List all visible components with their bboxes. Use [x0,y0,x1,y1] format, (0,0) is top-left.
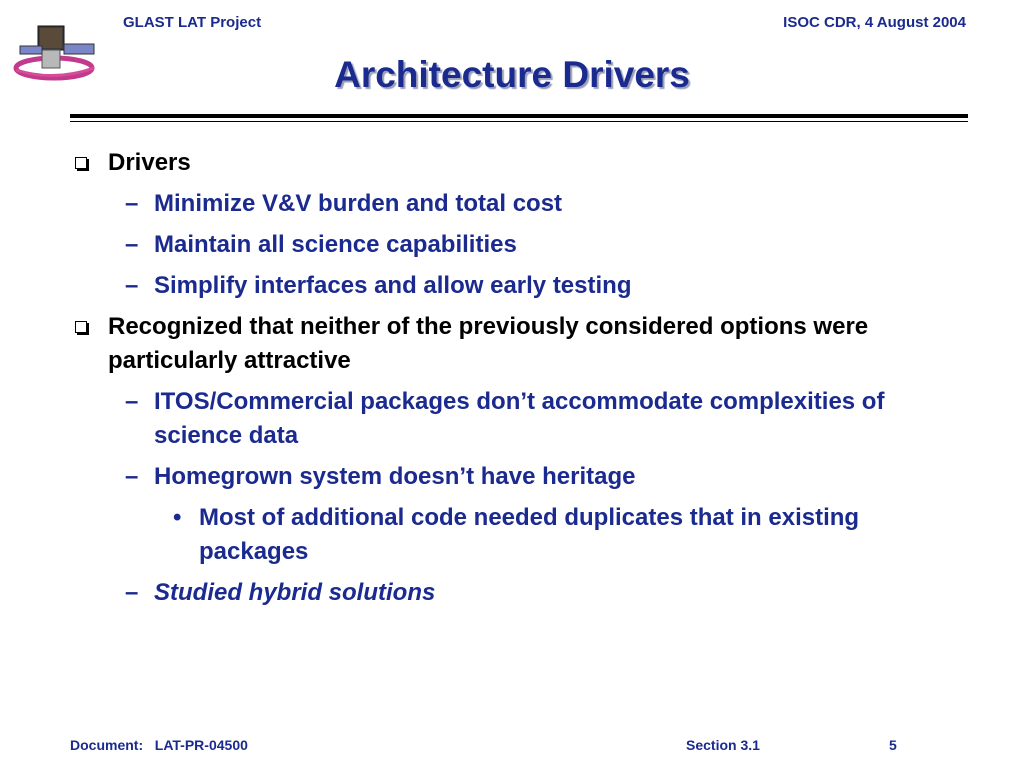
dash-bullet: – [125,579,139,606]
dash-bullet: – [125,388,139,415]
dash-bullet: – [125,190,139,217]
sub-bullet [70,228,970,262]
sub-bullet [70,187,970,221]
footer-section: Section 3.1 [686,737,760,753]
bullet-text: Drivers [108,149,191,176]
sub-bullet-text: ITOS/Commercial packages don’t accommodate complexities of science data [154,388,885,449]
sub-bullet-text: Simplify interfaces and allow early testing [154,272,632,299]
header-event-date: ISOC CDR, 4 August 2004 [783,14,966,31]
checkbox-bullet-icon [75,157,87,169]
header-project: GLAST LAT Project [123,14,262,31]
slide-title: Architecture Drivers [334,54,690,95]
dash-bullet: – [125,463,139,490]
sub-bullet [70,576,970,610]
footer-document-id: Document: LAT-PR-04500 [70,737,248,753]
sub-bullet-text-italic: Studied hybrid solutions [154,579,436,606]
sub-bullet-text: Maintain all science capabilities [154,231,517,258]
footer-page-number: 5 [889,737,897,753]
sub-bullet [70,385,970,453]
bullet-recognized [70,310,970,378]
sub-bullet [70,460,970,494]
title-divider-thin [70,121,968,122]
bullet-drivers [70,146,970,180]
bullet-text: Recognized that neither of the previously considered options were particularly attractive [108,313,869,374]
sub-sub-bullet [70,501,970,569]
sub-sub-bullet-text: Most of additional code needed duplicates that in existing packages [199,504,860,565]
checkbox-bullet-icon [75,321,87,333]
title-divider-thick [70,114,968,118]
dot-bullet: • [173,504,182,531]
sub-bullet-text: Homegrown system doesn’t have heritage [154,463,636,490]
sub-bullet-text: Minimize V&V burden and total cost [154,190,563,217]
sub-bullet [70,269,970,303]
dash-bullet: – [125,272,139,299]
dash-bullet: – [125,231,139,258]
slide-body [70,146,970,617]
